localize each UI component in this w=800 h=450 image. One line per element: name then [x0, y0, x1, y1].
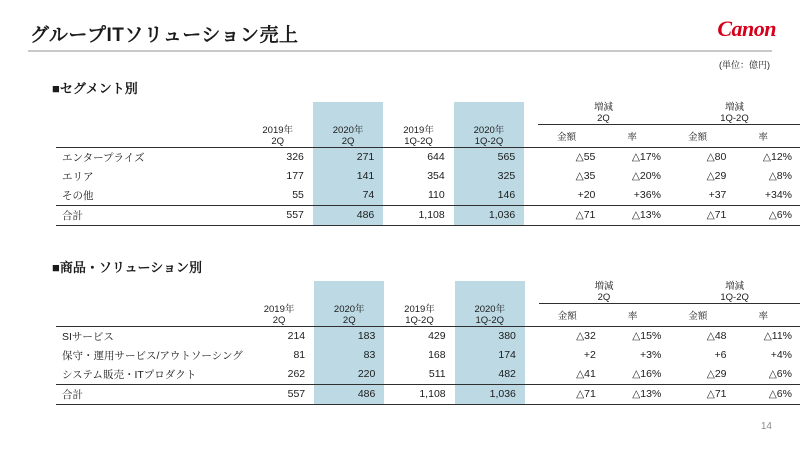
- cell-2019-2q: 214: [244, 326, 314, 346]
- cell-amount-1q2q: △80: [669, 147, 734, 167]
- section-title-product: ■商品・ソリューション別: [52, 260, 202, 275]
- cell-2019-1q2q: 429: [384, 326, 454, 346]
- row-label: エリア: [62, 170, 94, 183]
- cell-rate-1q2q: △12%: [734, 147, 800, 167]
- header-group-change-2q-line2: 2Q: [597, 113, 610, 124]
- row-label: その他: [62, 189, 94, 202]
- cell-amount-2q: △41: [576, 368, 596, 380]
- table-total-row: [56, 205, 800, 225]
- row-gap: [525, 326, 539, 346]
- header-spacer-1: [243, 102, 313, 125]
- total-rate-2q: △13%: [603, 205, 669, 225]
- header-col-2019-1q2q-line1: 2019年: [403, 124, 434, 136]
- cell-2020-2q: 74: [313, 186, 383, 206]
- table-row: [56, 147, 800, 167]
- table-row: [56, 167, 800, 186]
- slide-header: [0, 0, 800, 54]
- total-gap: [524, 205, 538, 225]
- cell-2020-1q2q: 146: [454, 186, 524, 206]
- row-gap: [524, 186, 538, 206]
- cell-2020-2q: 141: [313, 167, 383, 186]
- total-2020-2q: 486: [313, 205, 383, 225]
- header-gap: [525, 281, 539, 304]
- header-col-2020-2q-line1: 2020年: [333, 303, 365, 315]
- header-group-change-1q2q-line1: 増減: [725, 281, 745, 292]
- cell-2019-2q: 262: [287, 368, 306, 380]
- header-col-2020-1q2q: [454, 125, 524, 148]
- total-2019-1q2q: 1,108: [384, 384, 454, 404]
- header-col-2020-2q-line1: 2020年: [332, 124, 364, 136]
- header-col-2019-2q: [243, 125, 313, 148]
- row-label: エンタープライズ: [56, 147, 243, 167]
- row-gap: [524, 147, 538, 167]
- header-col-2019-2q-line1: 2019年: [263, 303, 295, 315]
- cell-amount-1q2q: +6: [714, 349, 727, 361]
- header-col-2020-2q: [314, 304, 384, 327]
- row-gap: [525, 365, 539, 385]
- header-spacer-3: [383, 102, 453, 125]
- header-amount-2q: 金額: [557, 310, 577, 322]
- total-2020-1q2q: 1,036: [455, 384, 525, 404]
- header-col-2020-2q-line2: 2Q: [342, 314, 356, 326]
- header-col-2019-2q-line1: 2019年: [262, 124, 294, 136]
- header-spacer-2: [313, 102, 383, 125]
- table-header-row: [56, 304, 800, 327]
- header-gap-2: [525, 304, 539, 327]
- cell-2020-2q: 220: [314, 365, 384, 385]
- cell-rate-1q2q: +34%: [764, 189, 792, 201]
- total-gap: [525, 384, 539, 404]
- page-title: グループITソリューション売上: [30, 25, 299, 46]
- row-label: システム販売・ITプロダクト: [62, 368, 197, 381]
- table-row: [56, 186, 800, 206]
- total-2020-1q2q: 1,036: [454, 205, 524, 225]
- header-amount-1q2q: 金額: [688, 131, 708, 143]
- table-header-group-row: [56, 281, 800, 304]
- table-total-row: [56, 384, 800, 404]
- cell-rate-2q: △16%: [632, 368, 662, 380]
- canon-logo: Canon: [717, 16, 776, 41]
- header-col-2019-1q2q: [383, 125, 453, 148]
- cell-2020-2q: 183: [314, 326, 384, 346]
- cell-rate-2q: △20%: [631, 170, 661, 182]
- header-amount-2q: 金額: [557, 131, 577, 143]
- cell-2019-1q2q: 168: [428, 349, 446, 361]
- total-label: 合計: [56, 384, 244, 404]
- cell-amount-2q: +20: [577, 189, 596, 201]
- header-group-change-2q: [538, 102, 669, 125]
- cell-amount-1q2q: +37: [708, 189, 727, 201]
- cell-rate-2q: △15%: [604, 326, 669, 346]
- total-amount-1q2q: △71: [669, 205, 734, 225]
- header-col-2019-1q2q-line2: 1Q-2Q: [404, 135, 433, 147]
- cell-2020-1q2q: 325: [454, 167, 524, 186]
- header-group-change-1q2q-line1: 増減: [724, 102, 744, 113]
- table-header-group-row: [56, 102, 800, 125]
- header-col-2020-1q2q-line1: 2020年: [474, 303, 506, 315]
- header-gap-2: [524, 125, 538, 148]
- cell-rate-2q: △17%: [603, 147, 669, 167]
- header-col-2019-2q-line2: 2Q: [272, 314, 286, 326]
- cell-2019-2q: 177: [286, 170, 304, 182]
- cell-amount-2q: △35: [575, 170, 596, 182]
- cell-2019-2q: 55: [292, 189, 304, 201]
- header-col-2019-1q2q-line1: 2019年: [404, 303, 435, 315]
- row-gap: [524, 167, 538, 186]
- header-spacer-4: [454, 102, 524, 125]
- cell-rate-1q2q: △11%: [735, 326, 800, 346]
- header-group-change-2q-line2: 2Q: [597, 292, 611, 303]
- header-spacer-3: [384, 281, 454, 304]
- header-label: [56, 304, 244, 327]
- header-group-change-1q2q-line2: 1Q-2Q: [720, 113, 749, 124]
- table-product: [56, 281, 800, 405]
- table-row: [56, 326, 800, 346]
- header-col-2019-1q2q: [384, 304, 454, 327]
- section-title-segment: ■セグメント別: [52, 81, 138, 96]
- header-label: [56, 125, 243, 148]
- table-segment: [56, 102, 800, 226]
- header-group-change-2q: [539, 281, 670, 304]
- cell-2019-1q2q: 644: [383, 147, 453, 167]
- cell-amount-2q: △32: [539, 326, 604, 346]
- cell-amount-2q: +2: [583, 349, 596, 361]
- cell-amount-1q2q: △29: [706, 368, 727, 380]
- header-rate-2q: 率: [627, 310, 638, 322]
- header-gap: [524, 102, 538, 125]
- header-group-change-2q-line1: 増減: [593, 102, 613, 113]
- header-group-change-1q2q-line2: 1Q-2Q: [720, 292, 749, 303]
- row-gap: [525, 346, 539, 365]
- table-header-row: [56, 125, 800, 148]
- cell-2019-2q: 326: [243, 147, 313, 167]
- page-number: 14: [760, 421, 772, 432]
- row-label: SIサービス: [56, 326, 244, 346]
- cell-2020-2q: 271: [313, 147, 383, 167]
- cell-rate-1q2q: +4%: [770, 349, 792, 361]
- header-group-change-1q2q: [669, 102, 800, 125]
- total-rate-1q2q: △6%: [734, 205, 800, 225]
- total-label: 合計: [56, 205, 243, 225]
- header-col-2019-2q-line2: 2Q: [271, 135, 285, 147]
- total-2019-1q2q: 1,108: [383, 205, 453, 225]
- header-col-2020-2q-line2: 2Q: [341, 135, 355, 147]
- header-col-2019-2q: [244, 304, 314, 327]
- header-col-2019-1q2q-line2: 1Q-2Q: [405, 314, 434, 326]
- cell-rate-2q: +3%: [639, 349, 662, 361]
- table-row: [56, 346, 800, 365]
- header-spacer-4: [455, 281, 525, 304]
- unit-note: (単位：億円): [719, 60, 770, 70]
- cell-2019-1q2q: 511: [428, 368, 446, 380]
- header-group-change-2q-line1: 増減: [594, 281, 614, 292]
- header-group-change-1q2q: [669, 281, 800, 304]
- total-2019-2q: 557: [243, 205, 313, 225]
- row-label: 保守・運用サービス/アウトソーシング: [62, 349, 243, 362]
- total-amount-2q: △71: [539, 384, 604, 404]
- header-spacer-1: [244, 281, 314, 304]
- cell-amount-1q2q: △29: [706, 170, 727, 182]
- cell-2020-1q2q: 380: [455, 326, 525, 346]
- total-amount-2q: △71: [538, 205, 603, 225]
- table-row: [56, 365, 800, 385]
- cell-amount-1q2q: △48: [669, 326, 734, 346]
- header-divider: [28, 50, 772, 52]
- header-rate-2q: 率: [627, 131, 637, 143]
- header-col-2020-2q: [313, 125, 383, 148]
- cell-2019-2q: 81: [293, 349, 306, 361]
- cell-2019-1q2q: 354: [427, 170, 445, 182]
- cell-2019-1q2q: 110: [427, 189, 445, 201]
- header-rate-1q2q: 率: [758, 131, 768, 143]
- total-amount-1q2q: △71: [669, 384, 734, 404]
- header-rate-1q2q: 率: [758, 310, 769, 322]
- header-label-spacer: [56, 102, 243, 125]
- cell-2020-1q2q: 565: [454, 147, 524, 167]
- header-col-2020-1q2q: [455, 304, 525, 327]
- cell-amount-2q: △55: [538, 147, 603, 167]
- cell-2020-1q2q: 174: [455, 346, 525, 365]
- header-amount-1q2q: 金額: [688, 310, 708, 322]
- total-rate-1q2q: △6%: [735, 384, 800, 404]
- header-spacer-2: [314, 281, 384, 304]
- header-label-spacer: [56, 281, 244, 304]
- header-col-2020-1q2q-line2: 1Q-2Q: [475, 314, 505, 326]
- total-rate-2q: △13%: [604, 384, 669, 404]
- cell-rate-2q: +36%: [633, 189, 661, 201]
- cell-rate-1q2q: △6%: [768, 368, 792, 380]
- total-2020-2q: 486: [314, 384, 384, 404]
- cell-2020-1q2q: 482: [455, 365, 525, 385]
- header-col-2020-1q2q-line1: 2020年: [473, 124, 505, 136]
- header-col-2020-1q2q-line2: 1Q-2Q: [474, 135, 504, 147]
- cell-rate-1q2q: △8%: [768, 170, 792, 182]
- total-2019-2q: 557: [244, 384, 314, 404]
- cell-2020-2q: 83: [314, 346, 384, 365]
